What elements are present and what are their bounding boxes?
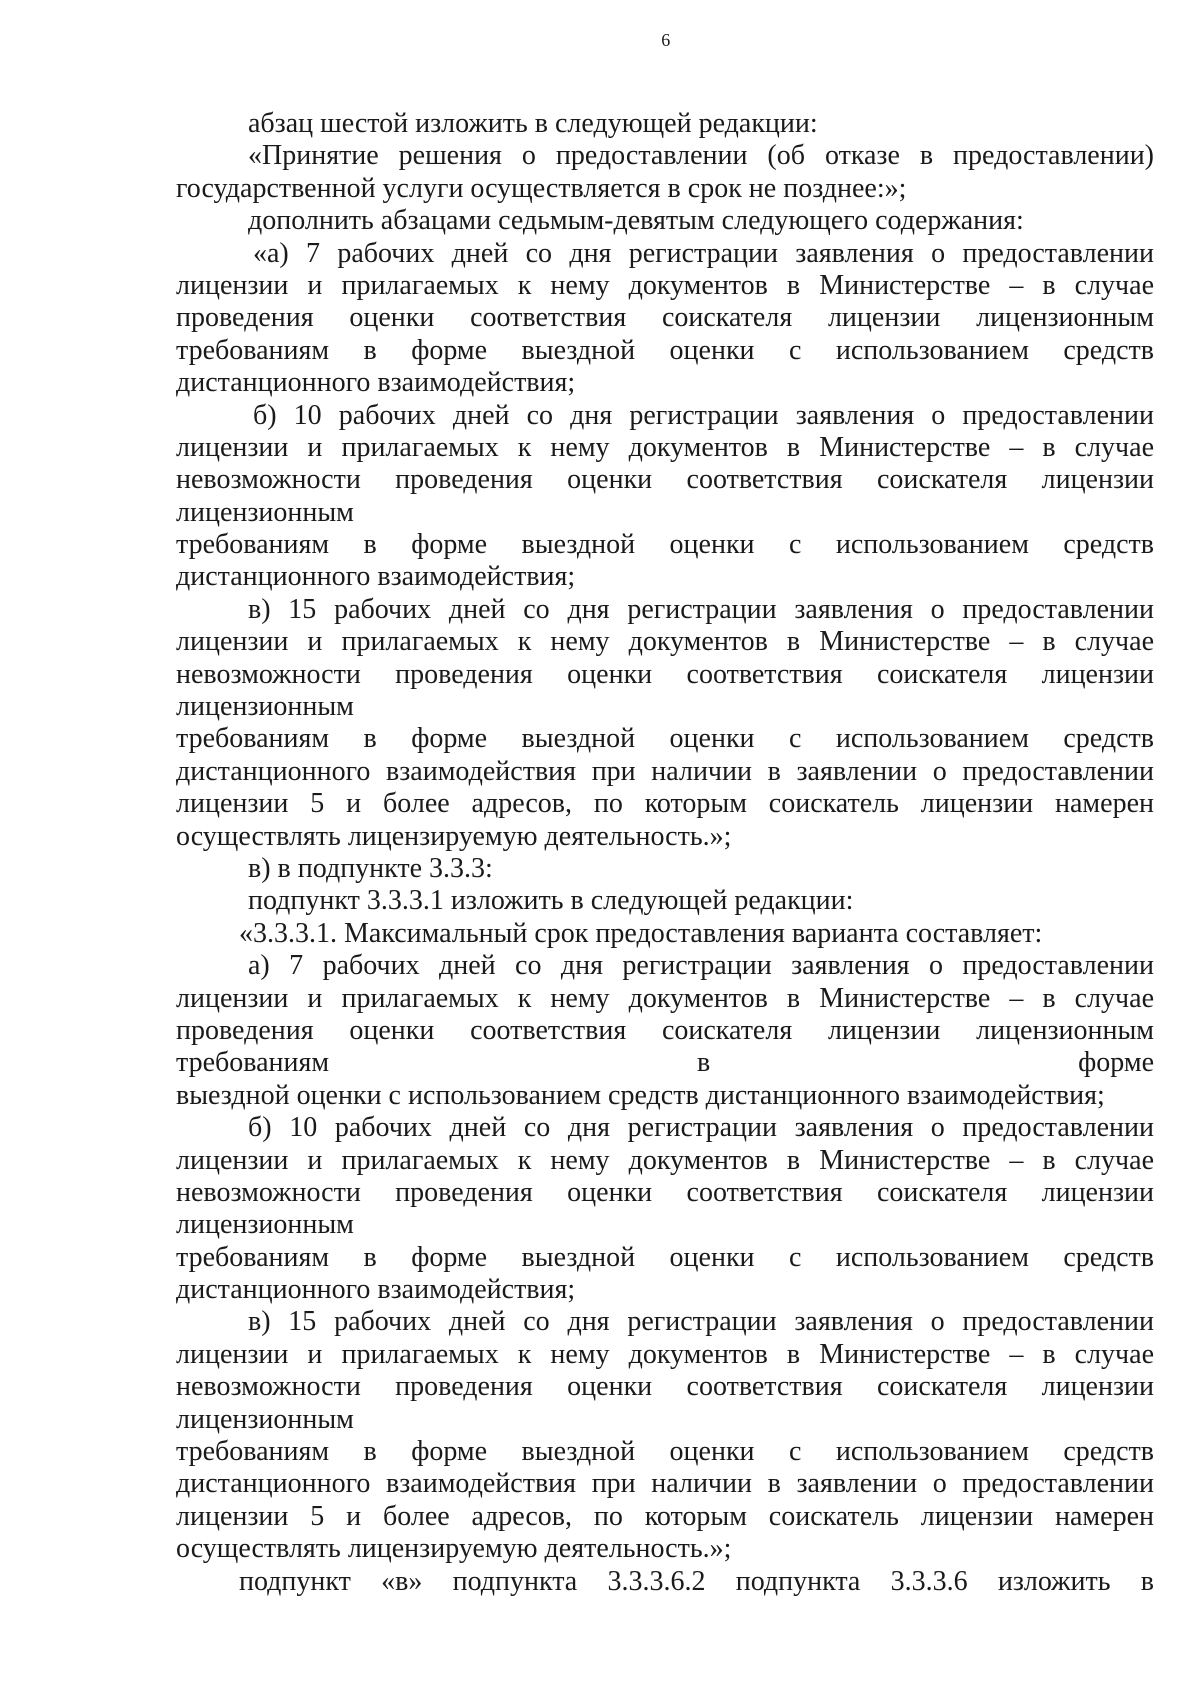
text-line: требованиям в форме (176, 1047, 1154, 1079)
text-line: государственной услуги осуществляется в срок не позднее:»; (176, 172, 907, 204)
text-line: дистанционного взаимодействия; (176, 367, 576, 399)
text-line: лицензии и прилагаемых к нему документов в Министерстве – в случае (176, 982, 1154, 1014)
text-line: «Принятие решения о предоставлении (об отказе в предоставлении) (248, 140, 1154, 172)
text-line: лицензионным (176, 691, 354, 723)
text-line: требованиям в форме выездной оценки с использованием средств (176, 334, 1154, 366)
text-line: проведения оценки соответствия соискателя лицензии лицензионным (176, 1014, 1154, 1046)
text-line: лицензии 5 и более адресов, по которым соискатель лицензии намерен (176, 1500, 1154, 1532)
text-line: «а) 7 рабочих дней со дня регистрации заявления о предоставлении (253, 237, 1154, 269)
text-line: лицензии и прилагаемых к нему документов в Министерстве – в случае (176, 626, 1154, 658)
text-line: невозможности проведения оценки соответствия соискателя лицензии (176, 1176, 1154, 1208)
text-line: невозможности проведения оценки соответствия соискателя лицензии (176, 1371, 1154, 1403)
document-body (176, 108, 1154, 1598)
text-line: лицензионным (176, 496, 354, 528)
text-line: абзац шестой изложить в следующей редакции: (248, 108, 818, 139)
text-line: дистанционного взаимодействия; (176, 561, 576, 593)
text-line: осуществлять лицензируемую деятельность.»; (176, 1533, 732, 1565)
text-line: б) 10 рабочих дней со дня регистрации заявления о предоставлении (248, 1112, 1154, 1144)
text-line: в) в подпункте 3.3.3: (248, 852, 493, 884)
text-line: лицензионным (176, 1403, 354, 1435)
text-line: а) 7 рабочих дней со дня регистрации заявления о предоставлении (248, 950, 1154, 982)
text-line: подпункт «в» подпункта 3.3.3.6.2 подпункта 3.3.3.6 изложить в (239, 1565, 1154, 1597)
text-line: лицензии 5 и более адресов, по которым соискатель лицензии намерен (176, 788, 1154, 820)
text-line: б) 10 рабочих дней со дня регистрации заявления о предоставлении (253, 399, 1154, 431)
text-line: лицензии и прилагаемых к нему документов в Министерстве – в случае (176, 1338, 1154, 1370)
text-line: проведения оценки соответствия соискателя лицензии лицензионным (176, 302, 1154, 334)
text-line: лицензии и прилагаемых к нему документов в Министерстве – в случае (176, 431, 1154, 463)
text-line: подпункт 3.3.3.1 изложить в следующей редакции: (248, 885, 854, 917)
text-line: лицензии и прилагаемых к нему документов в Министерстве – в случае (176, 269, 1154, 301)
text-line: дистанционного взаимодействия; (176, 1274, 576, 1306)
text-line: лицензионным (176, 1209, 354, 1241)
text-line: в) 15 рабочих дней со дня регистрации заявления о предоставлении (248, 1306, 1154, 1338)
text-line: «3.3.3.1. Максимальный срок предоставления варианта составляет: (239, 917, 1043, 949)
text-line: лицензии и прилагаемых к нему документов в Министерстве – в случае (176, 1144, 1154, 1176)
text-line: осуществлять лицензируемую деятельность.»; (176, 820, 732, 852)
text-line: невозможности проведения оценки соответствия соискателя лицензии (176, 464, 1154, 496)
text-line: дистанционного взаимодействия при наличии в заявлении о предоставлении (176, 1468, 1154, 1500)
text-line: дистанционного взаимодействия при наличии в заявлении о предоставлении (176, 755, 1154, 787)
text-line: невозможности проведения оценки соответствия соискателя лицензии (176, 658, 1154, 690)
text-line: требованиям в форме выездной оценки с использованием средств (176, 1436, 1154, 1468)
text-line: дополнить абзацами седьмым-девятым следующего содержания: (248, 205, 1024, 237)
text-line: выездной оценки с использованием средств дистанционного взаимодействия; (176, 1079, 1105, 1111)
text-line: требованиям в форме выездной оценки с использованием средств (176, 1241, 1154, 1273)
text-line: требованиям в форме выездной оценки с использованием средств (176, 723, 1154, 755)
text-line: в) 15 рабочих дней со дня регистрации заявления о предоставлении (248, 593, 1154, 625)
text-line: требованиям в форме выездной оценки с использованием средств (176, 529, 1154, 561)
page-number: 6 (661, 30, 671, 50)
